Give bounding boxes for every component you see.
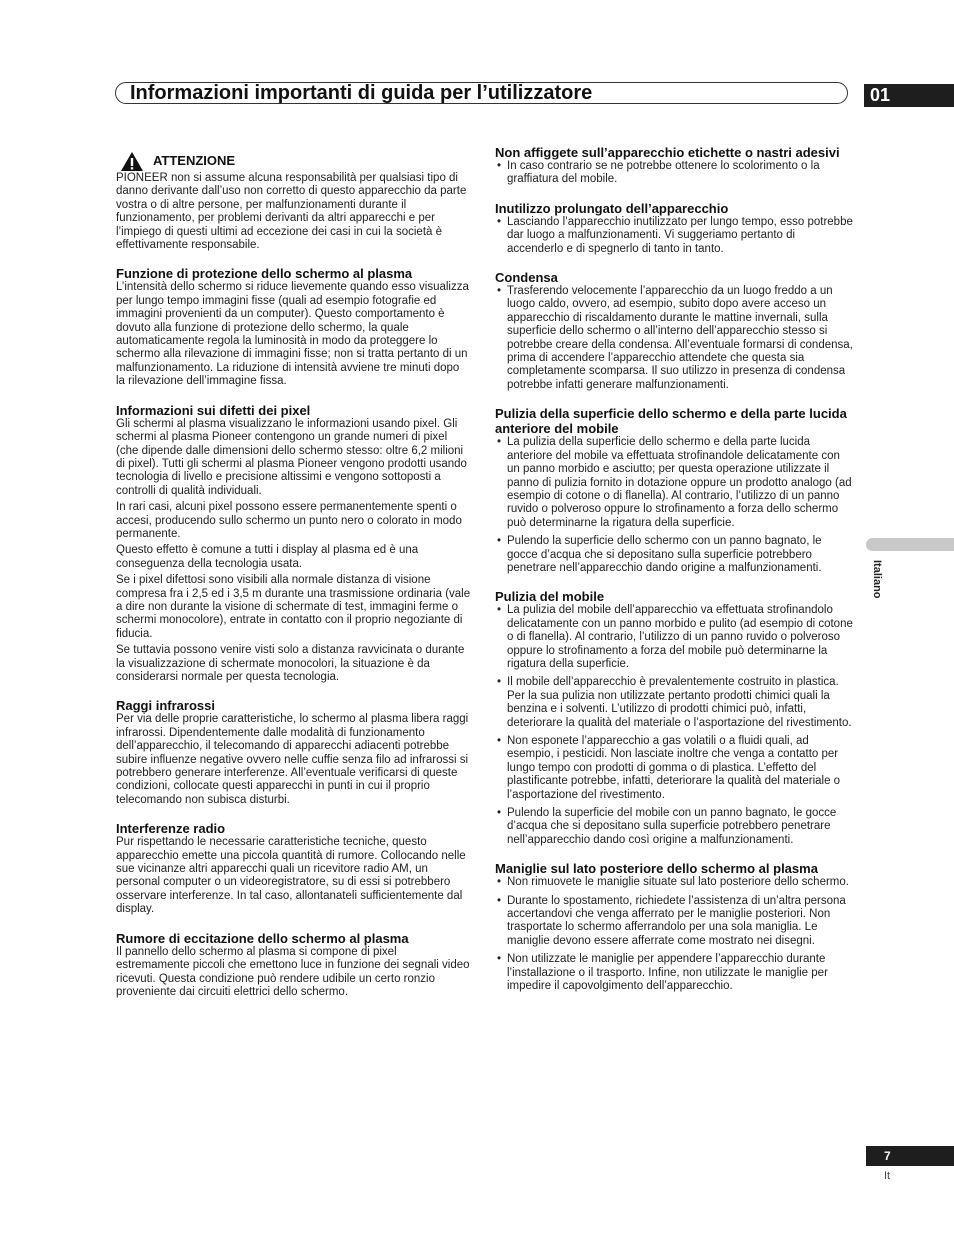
- section-heading: Pulizia del mobile: [495, 589, 605, 605]
- warning-icon: [120, 151, 144, 172]
- section-heading: Pulizia della superficie dello schermo e della parte lucida anteriore del mobile: [495, 406, 847, 437]
- bullet-list: [495, 876, 853, 993]
- section-paragraph: Se i pixel difettosi sono visibili alla normale distanza di visione compresa fra i 2,5 ed i 3,5 m durante una trasmissione ordinaria (vale a dire non durante la visione di schermate di test, immagini ferme o schermi monocolore), entrate in contatto con il proprio negoziante di fiducia.: [116, 574, 471, 640]
- bullet-item: • Durante lo spostamento, richiedete l’assistenza di un’altra persona accertandovi che venga afferrato per le maniglie posteriori. Non trasportate lo schermo afferrandolo per una sola maniglia. Le maniglie devono essere afferrate come mostrato nei disegni.: [495, 895, 853, 949]
- left-sections: [116, 266, 471, 999]
- section-heading: Informazioni sui difetti dei pixel: [116, 402, 311, 418]
- section-heading: Interferenze radio: [116, 821, 226, 837]
- section-paragraph: Pur rispettando le necessarie caratteristiche tecniche, questo apparecchio emette una piccola quantità di rumore. Collocando nelle sue vicinanze altri apparecchi quali un ricevitore radio AM, un personal computer o un videoregistratore, su di essi si potrebbero osservare interferenze. In tal caso, allontanateli sufficientemente dal display.: [116, 836, 466, 916]
- bullet-item: • La pulizia del mobile dell’apparecchio va effettuata strofinandolo delicatamente con un panno morbido e pulito (ad esempio di cotone o di flanella). Al contrario, l’utilizzo di un panno ruvido o polveroso oppure lo strofinamento a forza del mobile può determinarne la rigatura della superficie.: [495, 604, 853, 671]
- page-language-code: It: [884, 1170, 891, 1182]
- section-heading: Inutilizzo prolungato dell’apparecchio: [495, 200, 729, 216]
- right-column: [495, 145, 853, 999]
- bullet-item: • Non esponete l’apparecchio a gas volatili o a fluidi quali, ad esempio, i pesticidi. Non lasciate inoltre che venga a contatto per lungo tempo con prodotti di gomma o di plastica. L’effetto del plastificante potrebbe, infatti, deteriorare la qualità del materiale o l’asportazione del rivestimento.: [495, 735, 853, 802]
- chapter-number: 01: [864, 84, 954, 107]
- language-tab: [866, 538, 954, 551]
- bullet-item: • Non rimuovete le maniglie situate sul lato posteriore dello schermo.: [495, 876, 853, 889]
- section-paragraph: In rari casi, alcuni pixel possono essere permanentemente spenti o accesi, producendo sullo schermo un punto nero o colorato in modo permanente.: [116, 501, 462, 540]
- section-heading: Funzione di protezione dello schermo al plasma: [116, 266, 413, 282]
- left-column: [116, 150, 471, 1002]
- language-label: Italiano: [871, 560, 883, 599]
- page-title: Informazioni importanti di guida per l’utilizzatore: [130, 82, 593, 104]
- section-paragraph: Il pannello dello schermo al plasma si compone di pixel estremamente piccoli che emettono luce in funzione dei segnali video ricevuti. Questa condizione può rendere udibile un certo ronzio proveniente dai circuiti elettrici dello schermo.: [116, 945, 470, 998]
- bullet-list: [495, 604, 853, 847]
- warning-title: ATTENZIONE: [153, 153, 236, 169]
- bullet-item: • Non utilizzate le maniglie per appendere l’apparecchio durante l’installazione o il trasporto. Infine, non utilizzate le maniglie per impedire il capovolgimento dell’apparecchio.: [495, 953, 853, 993]
- section-paragraph: Per via delle proprie caratteristiche, lo schermo al plasma libera raggi infrarossi. Dipendentemente dalle modalità di funzionamento dell’apparecchio, il telecomando di apparecchi adiacenti potrebbe subire influenze negative ovvero nelle cuffie senza filo ad infrarossi si potrebbero generare interferenze. All’eventuale verificarsi di queste condizioni, collocate questi apparecchi in punti in cui il proprio telecomando non subisca disturbi.: [116, 713, 469, 806]
- page-header: [115, 82, 848, 104]
- bullet-list: [495, 216, 853, 256]
- section-paragraph: Gli schermi al plasma visualizzano le informazioni usando pixel. Gli schermi al plasma Pioneer contengono un grande numeri di pixel (che dipende dalle dimensioni dello schermo stesso: oltre 6,2 milioni di pixel). Tutti gli schermi al plasma Pioneer vengono prodotti usando tecnologia di livello e precisione altissimi e vengono sottoposti a controlli di qualità individuali.: [116, 417, 467, 497]
- section-heading: Raggi infrarossi: [116, 698, 215, 714]
- bullet-list: [495, 160, 853, 187]
- bullet-list: [495, 285, 853, 392]
- section-heading: Condensa: [495, 270, 558, 286]
- right-sections: [495, 145, 853, 994]
- bullet-item: • Il mobile dell’apparecchio è prevalentemente costruito in plastica. Per la sua pulizia non utilizzate pertanto prodotti chimici quali la benzina e i solventi. L’utilizzo di prodotti chimici può, infatti, deteriorare la qualità del materiale o l’asportazione del rivestimento.: [495, 676, 853, 730]
- section-heading: Non affiggete sull’apparecchio etichette o nastri adesivi: [495, 145, 840, 160]
- section-paragraph: L’intensità dello schermo si riduce lievemente quando esso visualizza per lungo tempo immagini fisse (quali ad esempio fotografie ed immagini provenienti da un computer). Questo comportamento è dovuto alla funzione di protezione dello schermo, la quale automaticamente regola la luminosità in modo da proteggere lo schermo alla rilevazione di immagini fisse; non si tratta pertanto di un malfunzionamento. La riduzione di intensità avviene tre minuti dopo la rilevazione dell’immagine fissa.: [116, 281, 469, 388]
- section-paragraph: Questo effetto è comune a tutti i display al plasma ed è una conseguenza della tecnologia usata.: [116, 544, 419, 570]
- bullet-item: • Pulendo la superficie dello schermo con un panno bagnato, le gocce d’acqua che si depositano sulla superficie potrebbero penetrare nell’apparecchio dando origine a malfunzionamenti.: [495, 535, 853, 575]
- section-heading: Rumore di eccitazione dello schermo al plasma: [116, 930, 409, 946]
- section-paragraph: Se tuttavia possono venire visti solo a distanza ravvicinata o durante la visualizzazione di schermate monocolori, la situazione è da considerarsi normale per questa tecnologia.: [116, 644, 465, 683]
- page-number: 7: [866, 1146, 954, 1166]
- bullet-item: • In caso contrario se ne potrebbe ottenere lo scolorimento o la graffiatura del mobile.: [495, 160, 853, 187]
- bullet-item: • Pulendo la superficie del mobile con un panno bagnato, le gocce d’acqua che si depositano sulla superficie potrebbero penetrare nell’apparecchio dando così origine a malfunzionamenti.: [495, 807, 853, 847]
- section-heading: Maniglie sul lato posteriore dello schermo al plasma: [495, 861, 818, 877]
- bullet-list: [495, 436, 853, 575]
- warning-header: [120, 150, 471, 172]
- bullet-item: • Trasferendo velocemente l’apparecchio da un luogo freddo a un luogo caldo, ovvero, ad esempio, subito dopo avere acceso un apparecchio di riscaldamento durante le mattine invernali, sulla superficie dello schermo o all’interno dell’apparecchio stesso si potrebbe creare della condensa. All’eventuale formarsi di condensa, prima di accendere l’apparecchio attendete che questa sia completamente scomparsa. Il suo utilizzo in presenza di condensa potrebbe infatti generare malfunzionamenti.: [495, 285, 853, 392]
- bullet-item: • Lasciando l’apparecchio inutilizzato per lungo tempo, esso potrebbe dar luogo a malfunzionamenti. Vi suggeriamo pertanto di accenderlo e di spegnerlo di tanto in tanto.: [495, 216, 853, 256]
- warning-text: PIONEER non si assume alcuna responsabilità per qualsiasi tipo di danno derivante dall’uso non corretto di questo apparecchio da parte vostra o di altre persone, per malfunzionamenti durante il funzionamento, per problemi derivanti da altri apparecchi e per l’impiego di questi ultimi ad eccezione dei casi in cui la società è effettivamente responsabile.: [116, 172, 467, 252]
- bullet-item: • La pulizia della superficie dello schermo e della parte lucida anteriore del mobile va effettuata strofinandole delicatamente con un panno morbido e asciutto; per questa operazione utilizzate il panno di pulizia fornito in dotazione oppure un prodotto analogo (ad esempio di cotone o di flanella). Al contrario, l’utilizzo di un panno ruvido o polveroso oppure lo strofinamento a forza dello schermo può determinarne la rigatura della superficie.: [495, 436, 853, 530]
